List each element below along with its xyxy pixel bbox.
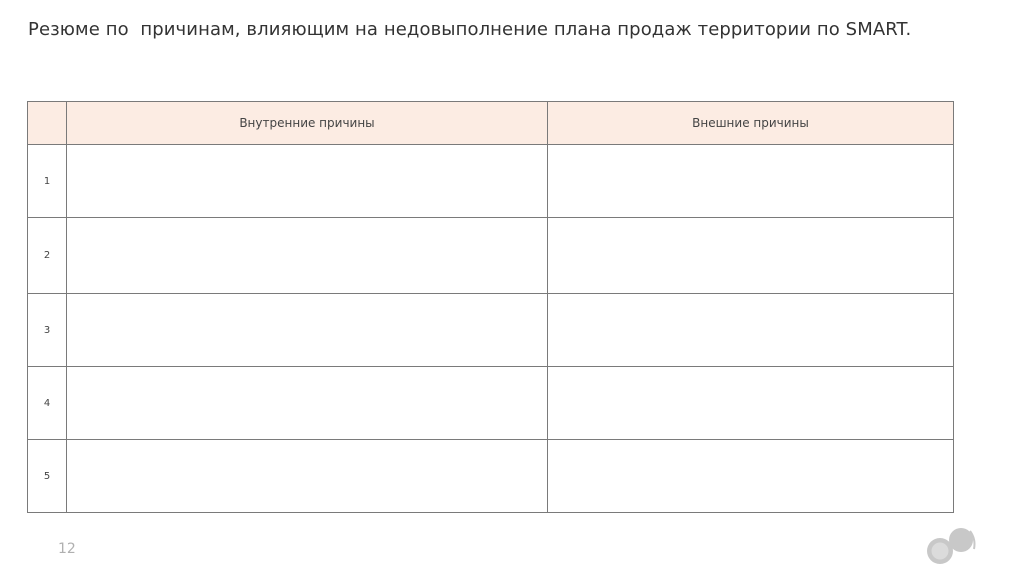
table-row (28, 440, 954, 513)
header-corner-cell (28, 102, 67, 145)
table-header-row (28, 102, 954, 145)
table-row (28, 218, 954, 294)
row-number: 5 (28, 440, 67, 513)
table-row (28, 367, 954, 440)
row-number: 4 (28, 367, 67, 440)
internal-cause-cell[interactable] (67, 145, 548, 218)
header-external-causes: Внешние причины (548, 102, 954, 145)
page-number: 12 (58, 541, 76, 557)
internal-cause-cell[interactable] (67, 440, 548, 513)
slide-title: Резюме по причинам, влияющим на недовыполнение плана продаж территории по SMART. (28, 19, 912, 40)
table-row (28, 145, 954, 218)
row-number: 1 (28, 145, 67, 218)
row-number: 3 (28, 294, 67, 367)
causes-table (27, 101, 954, 513)
external-cause-cell[interactable] (548, 145, 954, 218)
external-cause-cell[interactable] (548, 440, 954, 513)
external-cause-cell[interactable] (548, 294, 954, 367)
internal-cause-cell[interactable] (67, 367, 548, 440)
gp-logo-icon (918, 527, 978, 567)
table-row (28, 294, 954, 367)
internal-cause-cell[interactable] (67, 294, 548, 367)
row-number: 2 (28, 218, 67, 294)
header-internal-causes: Внутренние причины (67, 102, 548, 145)
external-cause-cell[interactable] (548, 367, 954, 440)
external-cause-cell[interactable] (548, 218, 954, 294)
internal-cause-cell[interactable] (67, 218, 548, 294)
